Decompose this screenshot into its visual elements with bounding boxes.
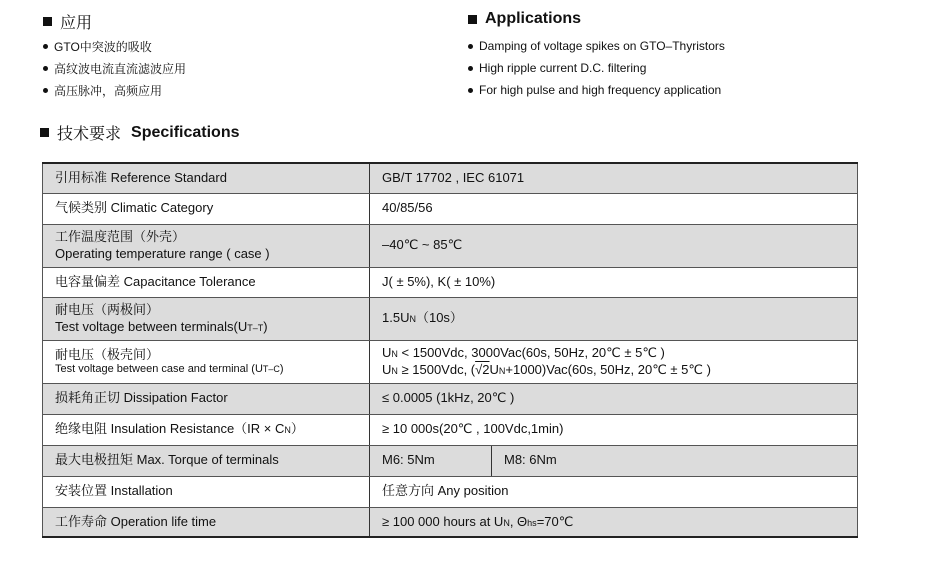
spec-value: UN < 1500Vdc, 3000Vac(60s, 50Hz, 20℃ ± 5℃ ) UN ≥ 1500Vdc, (√2UN+1000)Vac(60s, 50Hz, 20℃ ± 5℃ ) bbox=[370, 340, 858, 383]
specs-en-title: Specifications bbox=[131, 123, 240, 141]
list-item: 高纹波电流直流滤波应用 bbox=[43, 57, 186, 79]
spec-label: 绝缘电阻 Insulation Resistance（IR × CN） bbox=[43, 414, 370, 445]
applications-heading bbox=[468, 10, 581, 28]
spec-label: 引用标准 Reference Standard bbox=[43, 163, 370, 193]
table-row bbox=[43, 193, 858, 224]
spec-value-m8: M8: 6Nm bbox=[492, 445, 858, 476]
table-row bbox=[43, 445, 858, 476]
spec-value: ≤ 0.0005 (1kHz, 20℃ ) bbox=[370, 383, 858, 414]
list-item: 高压脉冲，高频应用 bbox=[43, 79, 186, 101]
bullet-icon bbox=[43, 44, 48, 49]
table-row bbox=[43, 163, 858, 193]
spec-label: 气候类别 Climatic Category bbox=[43, 193, 370, 224]
table-row bbox=[43, 267, 858, 297]
table-row bbox=[43, 340, 858, 383]
spec-label: 工作温度范围（外壳） Operating temperature range ( case ) bbox=[43, 224, 370, 267]
table-row bbox=[43, 476, 858, 507]
spec-value: 1.5UN（10s） bbox=[370, 297, 858, 340]
bullet-icon bbox=[468, 88, 473, 93]
spec-label: 工作寿命 Operation life time bbox=[43, 507, 370, 537]
spec-value: ≥ 100 000 hours at UN, Θhs=70℃ bbox=[370, 507, 858, 537]
cn-applications-heading bbox=[43, 10, 92, 33]
cn-applications-list bbox=[43, 35, 186, 101]
table-row bbox=[43, 383, 858, 414]
list-item: High ripple current D.C. filtering bbox=[468, 57, 725, 79]
table-row bbox=[43, 414, 858, 445]
spec-label: 损耗角正切 Dissipation Factor bbox=[43, 383, 370, 414]
square-bullet-icon bbox=[43, 17, 52, 26]
spec-value: ≥ 10 000s(20℃ , 100Vdc,1min) bbox=[370, 414, 858, 445]
specifications-heading bbox=[40, 121, 240, 144]
spec-value: –40℃ ~ 85℃ bbox=[370, 224, 858, 267]
applications-title: Applications bbox=[485, 10, 582, 27]
spec-label: 最大电极扭矩 Max. Torque of terminals bbox=[43, 445, 370, 476]
applications-list bbox=[468, 35, 725, 101]
bullet-icon bbox=[468, 44, 473, 49]
spec-value: GB/T 17702 , IEC 61071 bbox=[370, 163, 858, 193]
table-row bbox=[43, 507, 858, 537]
specs-cn-title: 技术要求 bbox=[57, 126, 122, 143]
bullet-icon bbox=[43, 66, 48, 71]
spec-label: 安装位置 Installation bbox=[43, 476, 370, 507]
square-bullet-icon bbox=[468, 15, 477, 24]
cn-applications-title: 应用 bbox=[60, 15, 93, 32]
list-item: GTO中突波的吸收 bbox=[43, 35, 186, 57]
square-bullet-icon bbox=[40, 128, 49, 137]
spec-value: 任意方向 Any position bbox=[370, 476, 858, 507]
spec-label: 电容量偏差 Capacitance Tolerance bbox=[43, 267, 370, 297]
spec-label: 耐电压（两极间） Test voltage between terminals(UT–T) bbox=[43, 297, 370, 340]
specifications-table bbox=[42, 162, 858, 538]
spec-value: J( ± 5%), K( ± 10%) bbox=[370, 267, 858, 297]
spec-value-m6: M6: 5Nm bbox=[370, 445, 492, 476]
spec-value: 40/85/56 bbox=[370, 193, 858, 224]
table-row bbox=[43, 224, 858, 267]
bullet-icon bbox=[43, 88, 48, 93]
table-row bbox=[43, 297, 858, 340]
list-item: For high pulse and high frequency application bbox=[468, 79, 725, 101]
bullet-icon bbox=[468, 66, 473, 71]
list-item: Damping of voltage spikes on GTO–Thyristors bbox=[468, 35, 725, 57]
spec-label: 耐电压（极壳间） Test voltage between case and terminal (UT–C) bbox=[43, 340, 370, 383]
